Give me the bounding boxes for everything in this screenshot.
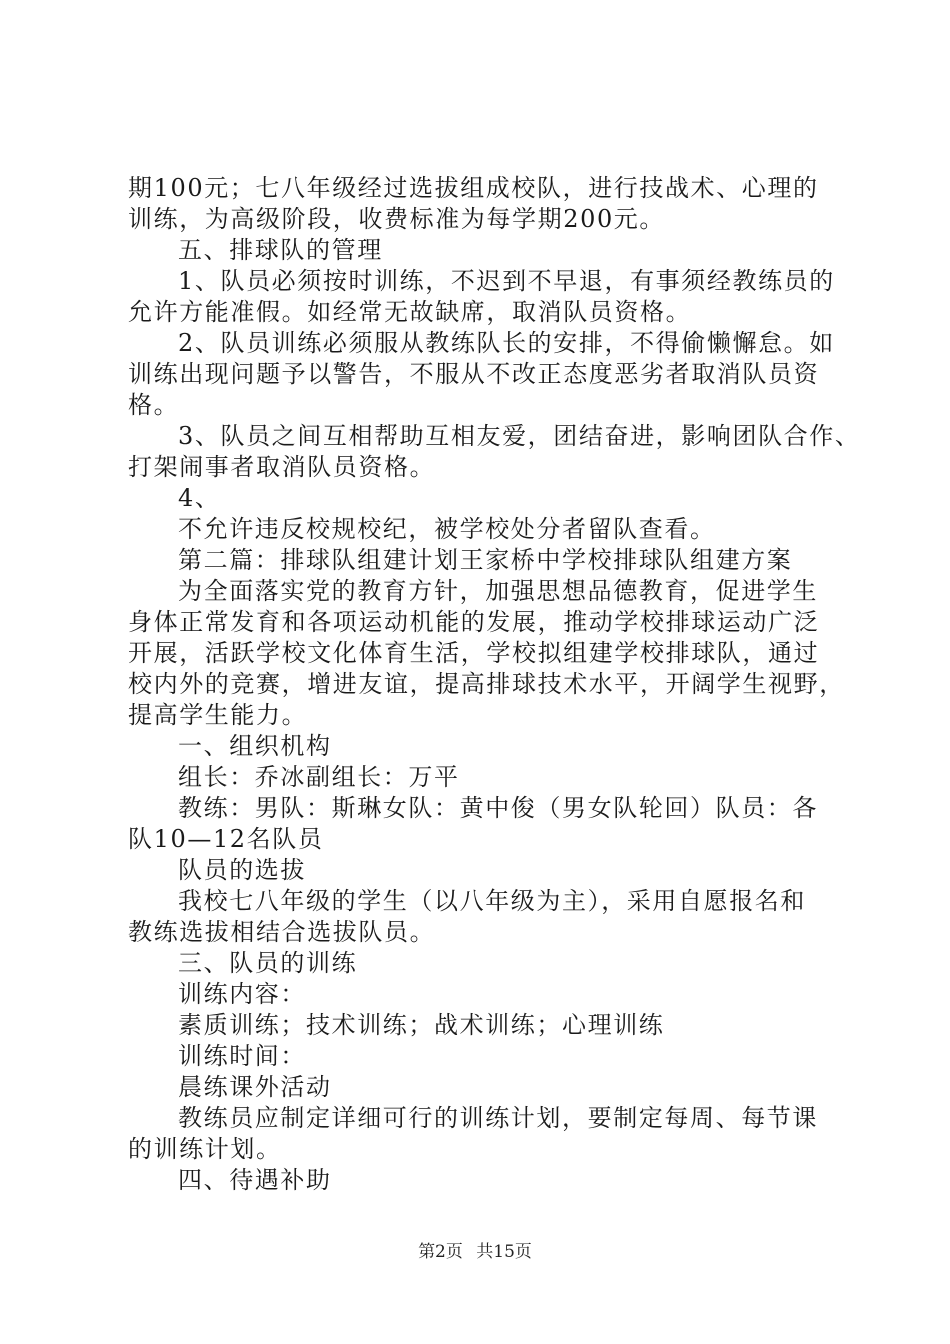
page-number: 第2页	[418, 1242, 463, 1262]
text-line: 3、队员之间互相帮助互相友爱，团结奋进，影响团队合作、	[178, 422, 861, 450]
text-line: 为全面落实党的教育方针，加强思想品德教育，促进学生	[178, 577, 818, 605]
text-line: 三、队员的训练	[178, 949, 358, 977]
text-line: 教练选拔相结合选拔队员。	[128, 918, 436, 946]
text-line: 队员的选拔	[178, 856, 306, 884]
document-body	[128, 173, 861, 1196]
page-footer	[0, 1240, 950, 1264]
text-line: 不允许违反校规校纪，被学校处分者留队查看。	[178, 515, 716, 543]
text-line: 训练出现问题予以警告，不服从不改正态度恶劣者取消队员资	[128, 360, 820, 388]
text-line: 第二篇：排球队组建计划王家桥中学校排球队组建方案	[178, 546, 793, 574]
text-line: 教练：男队：斯琳女队：黄中俊（男女队轮回）队员：各	[178, 794, 818, 822]
text-line: 五、排球队的管理	[178, 236, 383, 264]
text-line: 2、队员训练必须服从教练队长的安排，不得偷懒懈怠。如	[178, 329, 835, 357]
text-line: 期100元；七八年级经过选拔组成校队，进行技战术、心理的	[128, 174, 819, 202]
text-line: 1、队员必须按时训练，不迟到不早退，有事须经教练员的	[178, 267, 835, 295]
text-line: 四、待遇补助	[178, 1166, 332, 1194]
text-line: 一、组织机构	[178, 732, 332, 760]
text-line: 校内外的竞赛，增进友谊，提高排球技术水平，开阔学生视野，	[128, 670, 845, 698]
text-line: 允许方能准假。如经常无故缺席，取消队员资格。	[128, 298, 692, 326]
text-line: 组长：乔冰副组长：万平	[178, 763, 460, 791]
text-line: 4、	[178, 484, 221, 512]
text-line: 教练员应制定详细可行的训练计划，要制定每周、每节课	[178, 1104, 818, 1132]
text-line: 晨练课外活动	[178, 1073, 332, 1101]
text-line: 队10—12名队员	[128, 825, 324, 853]
text-line: 训练内容：	[178, 980, 306, 1008]
text-line: 格。	[128, 391, 180, 419]
text-line: 开展，活跃学校文化体育生活，学校拟组建学校排球队，通过	[128, 639, 820, 667]
text-line: 素质训练；技术训练；战术训练；心理训练	[178, 1011, 665, 1039]
text-line: 训练，为高级阶段，收费标准为每学期200元。	[128, 205, 666, 233]
text-line: 训练时间：	[178, 1042, 306, 1070]
text-line: 的训练计划。	[128, 1135, 282, 1163]
text-line: 我校七八年级的学生（以八年级为主），采用自愿报名和	[178, 887, 806, 915]
text-line: 身体正常发育和各项运动机能的发展，推动学校排球运动广泛	[128, 608, 820, 636]
text-line: 打架闹事者取消队员资格。	[128, 453, 436, 481]
text-line: 提高学生能力。	[128, 701, 308, 729]
page-total: 共15页	[476, 1242, 532, 1262]
